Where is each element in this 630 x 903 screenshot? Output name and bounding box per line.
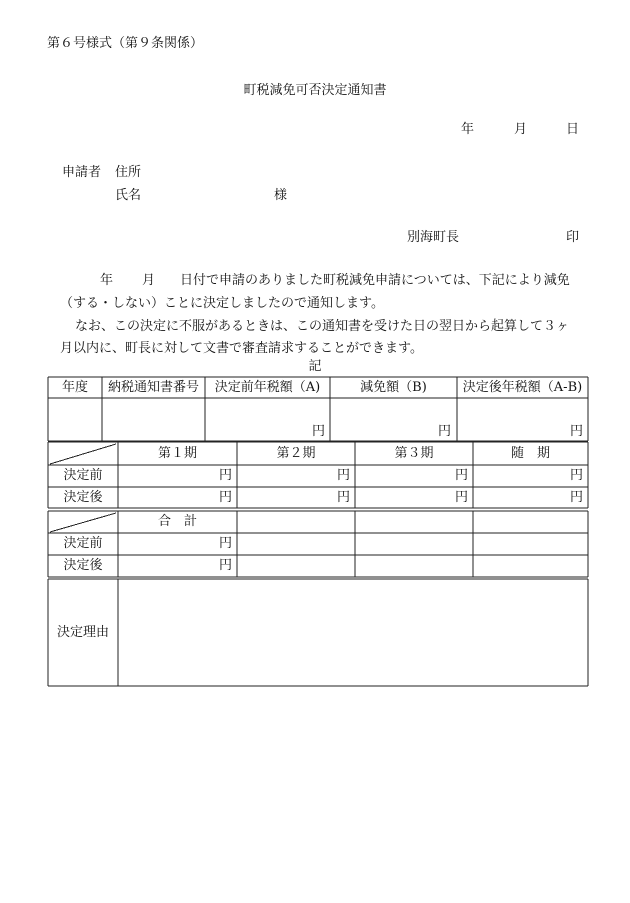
yen-cell: 円 [455,490,469,505]
document-title: 町税減免可否決定通知書 [243,83,387,98]
total-header: 合 計 [157,514,197,529]
date-month-label: 月 [514,122,528,137]
body-line4: 月以内に、町長に対して文書で審査請求することができます。 [60,341,423,356]
yen-cell: 円 [219,536,233,551]
date-year-label: 年 [461,122,475,137]
seal-mark: 印 [566,230,580,245]
applicant-label: 申請者 [62,165,102,180]
issuer-mayor: 別海町長 [407,230,460,245]
body-year: 年 [100,273,114,288]
date-day-label: 日 [566,122,580,137]
period-3-header: 第３期 [394,446,434,461]
yen-tax-after: 円 [570,424,584,439]
body-line3: なお、この決定に不服があるときは、この通知書を受けた日の翌日から起算して３ヶ [75,319,570,334]
name-label: 氏名 [115,188,142,203]
yen-cell: 円 [337,490,351,505]
header-notice-number: 納税通知書番号 [107,380,199,395]
header-tax-after: 決定後年税額（A-B) [462,380,583,395]
total-after-label: 決定後 [63,558,103,573]
row-before-label: 決定前 [63,468,103,483]
yen-cell: 円 [219,558,233,573]
yen-cell: 円 [570,490,584,505]
body-line2: （する・しない）ことに決定しましたので通知します。 [60,296,384,311]
header-tax-before: 決定前年税額（A) [214,380,321,395]
yen-tax-before: 円 [312,424,326,439]
address-label: 住所 [115,165,142,180]
ki-mark: 記 [308,359,322,374]
yen-cell: 円 [219,468,233,483]
header-reduction: 減免額（B) [360,380,427,395]
body-line1: 日付で申請のありました町税減免申請については、下記により減免 [180,273,570,288]
honorific-sama: 様 [274,188,288,203]
yen-cell: 円 [337,468,351,483]
period-extra-header: 随 期 [510,446,550,461]
form-number: 第６号様式（第９条関係） [47,36,204,51]
row-after-label: 決定後 [63,490,103,505]
period-2-header: 第２期 [276,446,316,461]
total-before-label: 決定前 [63,536,103,551]
yen-cell: 円 [219,490,233,505]
period-1-header: 第１期 [157,446,197,461]
body-month: 月 [142,273,156,288]
header-year: 年度 [61,380,88,395]
reason-label: 決定理由 [56,625,109,640]
yen-cell: 円 [455,468,469,483]
yen-cell: 円 [570,468,584,483]
yen-reduction: 円 [438,424,452,439]
